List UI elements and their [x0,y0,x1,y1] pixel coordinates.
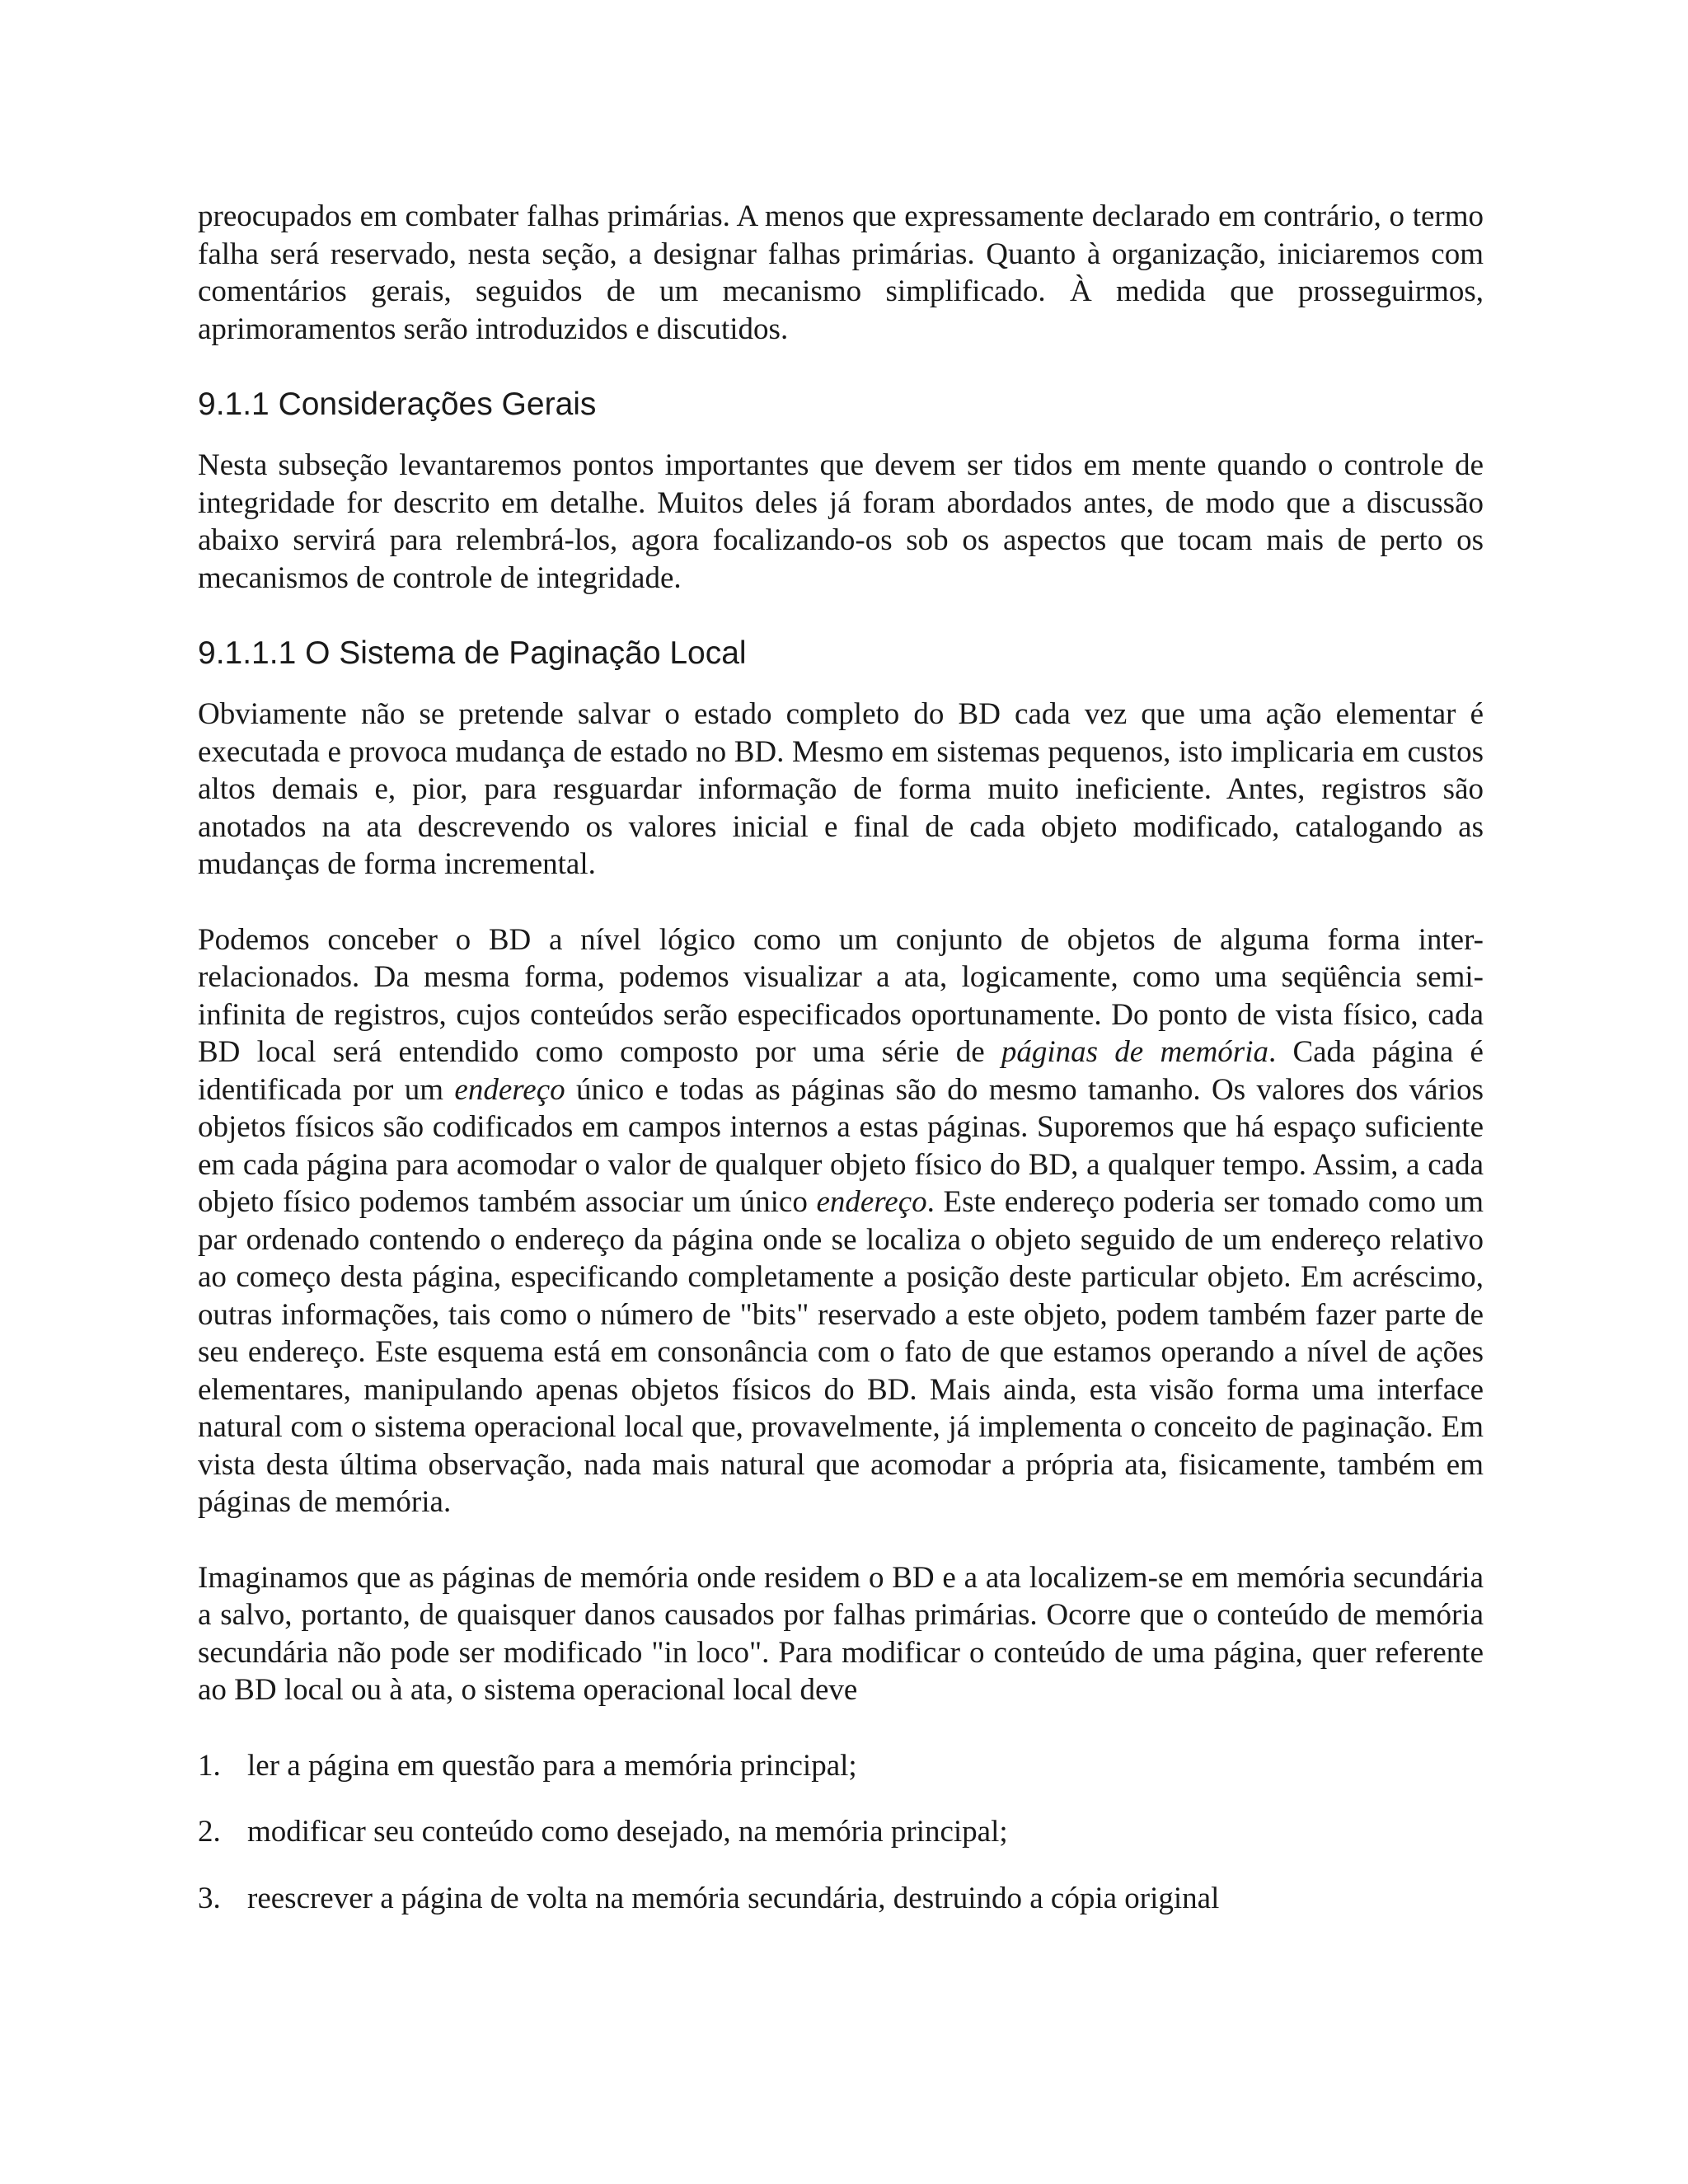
section-heading-consideracoes: 9.1.1 Considerações Gerais [198,387,597,422]
page-content [198,198,1484,1946]
list-number: 3. [198,1881,221,1915]
emphasis-endereco: endereço [454,1072,565,1107]
paragraph-intro: preocupados em combater falhas primárias. A menos que expressamente declarado em contrário, o termo falha será reservado, nesta seção, a designar falhas primárias. Quanto à organização, iniciaremos com comentários gerais, seguidos de um mecanismo simplificado. À medida que prosseguirmos, aprimoramentos serão introduzidos e discutidos. [198,199,1484,346]
section-heading-paginacao: 9.1.1.1 O Sistema de Paginação Local [198,635,747,671]
list-number: 2. [198,1815,221,1849]
paragraph-memoria-secundaria: Imaginamos que as páginas de memória onde residem o BD e a ata localizem-se em memória secundária a salvo, portanto, de quaisquer danos causados por falhas primárias. Ocorre que o conteúdo de memória secundária não pode ser modificado "in loco". Para modificar o conteúdo de uma página, quer referente ao BD local ou à ata, o sistema operacional local deve [198,1560,1484,1707]
steps-list [198,1747,1484,1918]
list-item [198,1747,1484,1785]
list-text: modificar seu conteúdo como desejado, na memória principal; [247,1815,1008,1849]
list-number: 1. [198,1748,221,1783]
text-run: . Este endereço poderia ser tomado como um par ordenado contendo o endereço da página onde se localiza o objeto seguido de um endereço relativo ao começo desta página, especificando completamente a posição deste particular objeto. Em acréscimo, outras informações, tais como o número de "bits" reservado a este objeto, podem também fazer parte de seu endereço. Este esquema está em consonância com o fato de que estamos operando a nível de ações elementares, manipulando apenas objetos físicos do BD. Mais ainda, esta visão forma uma interface natural com o sistema operacional local que, provavelmente, já implementa o conceito de paginação. Em vista desta última observação, nada mais natural que acomodar a própria ata, fisicamente, também em páginas de memória. [198,1185,1484,1519]
list-text: reescrever a página de volta na memória secundária, destruindo a cópia original [247,1881,1220,1915]
list-item [198,1813,1484,1851]
list-text: ler a página em questão para a memória principal; [247,1748,857,1783]
text-run: único e todas as páginas são do mesmo tamanho. Os valores dos vários objetos físicos são codificados em campos internos a estas páginas. Suporemos que há espaço suficiente em cada página para acomodar o valor de qualquer objeto físico do BD, a qualquer tempo. Assim, a cada objeto físico podemos também associar um único [198,1072,1484,1219]
text-run: . Cada página é identificada por um [198,1035,1484,1107]
paragraph-objetos [198,921,1484,1521]
emphasis-endereco: endereço [816,1185,927,1219]
emphasis-paginas-de-memoria: páginas de memória [1001,1035,1268,1069]
list-item [198,1880,1484,1918]
paragraph-consideracoes: Nesta subseção levantaremos pontos importantes que devem ser tidos em mente quando o controle de integridade for descrito em detalhe. Muitos deles já foram abordados antes, de modo que a discussão abaixo servirá para relembrá-los, agora focalizando-os sob os aspectos que tocam mais de perto os mecanismos de controle de integridade. [198,448,1484,595]
paragraph-paginacao: Obviamente não se pretende salvar o estado completo do BD cada vez que uma ação elementar é executada e provoca mudança de estado no BD. Mesmo em sistemas pequenos, isto implicaria em custos altos demais e, pior, para resguardar informação de forma muito ineficiente. Antes, registros são anotados na ata descrevendo os valores inicial e final de cada objeto modificado, catalogando as mudanças de forma incremental. [198,697,1484,881]
text-run: Podemos conceber o BD a nível lógico como um conjunto de objetos de alguma forma inter-relacionados. Da mesma forma, podemos visualizar a ata, logicamente, como uma seqüência semi-infinita de registros, cujos conteúdos serão especificados oportunamente. Do ponto de vista físico, cada BD local será entendido como composto por uma série de [198,922,1484,1069]
